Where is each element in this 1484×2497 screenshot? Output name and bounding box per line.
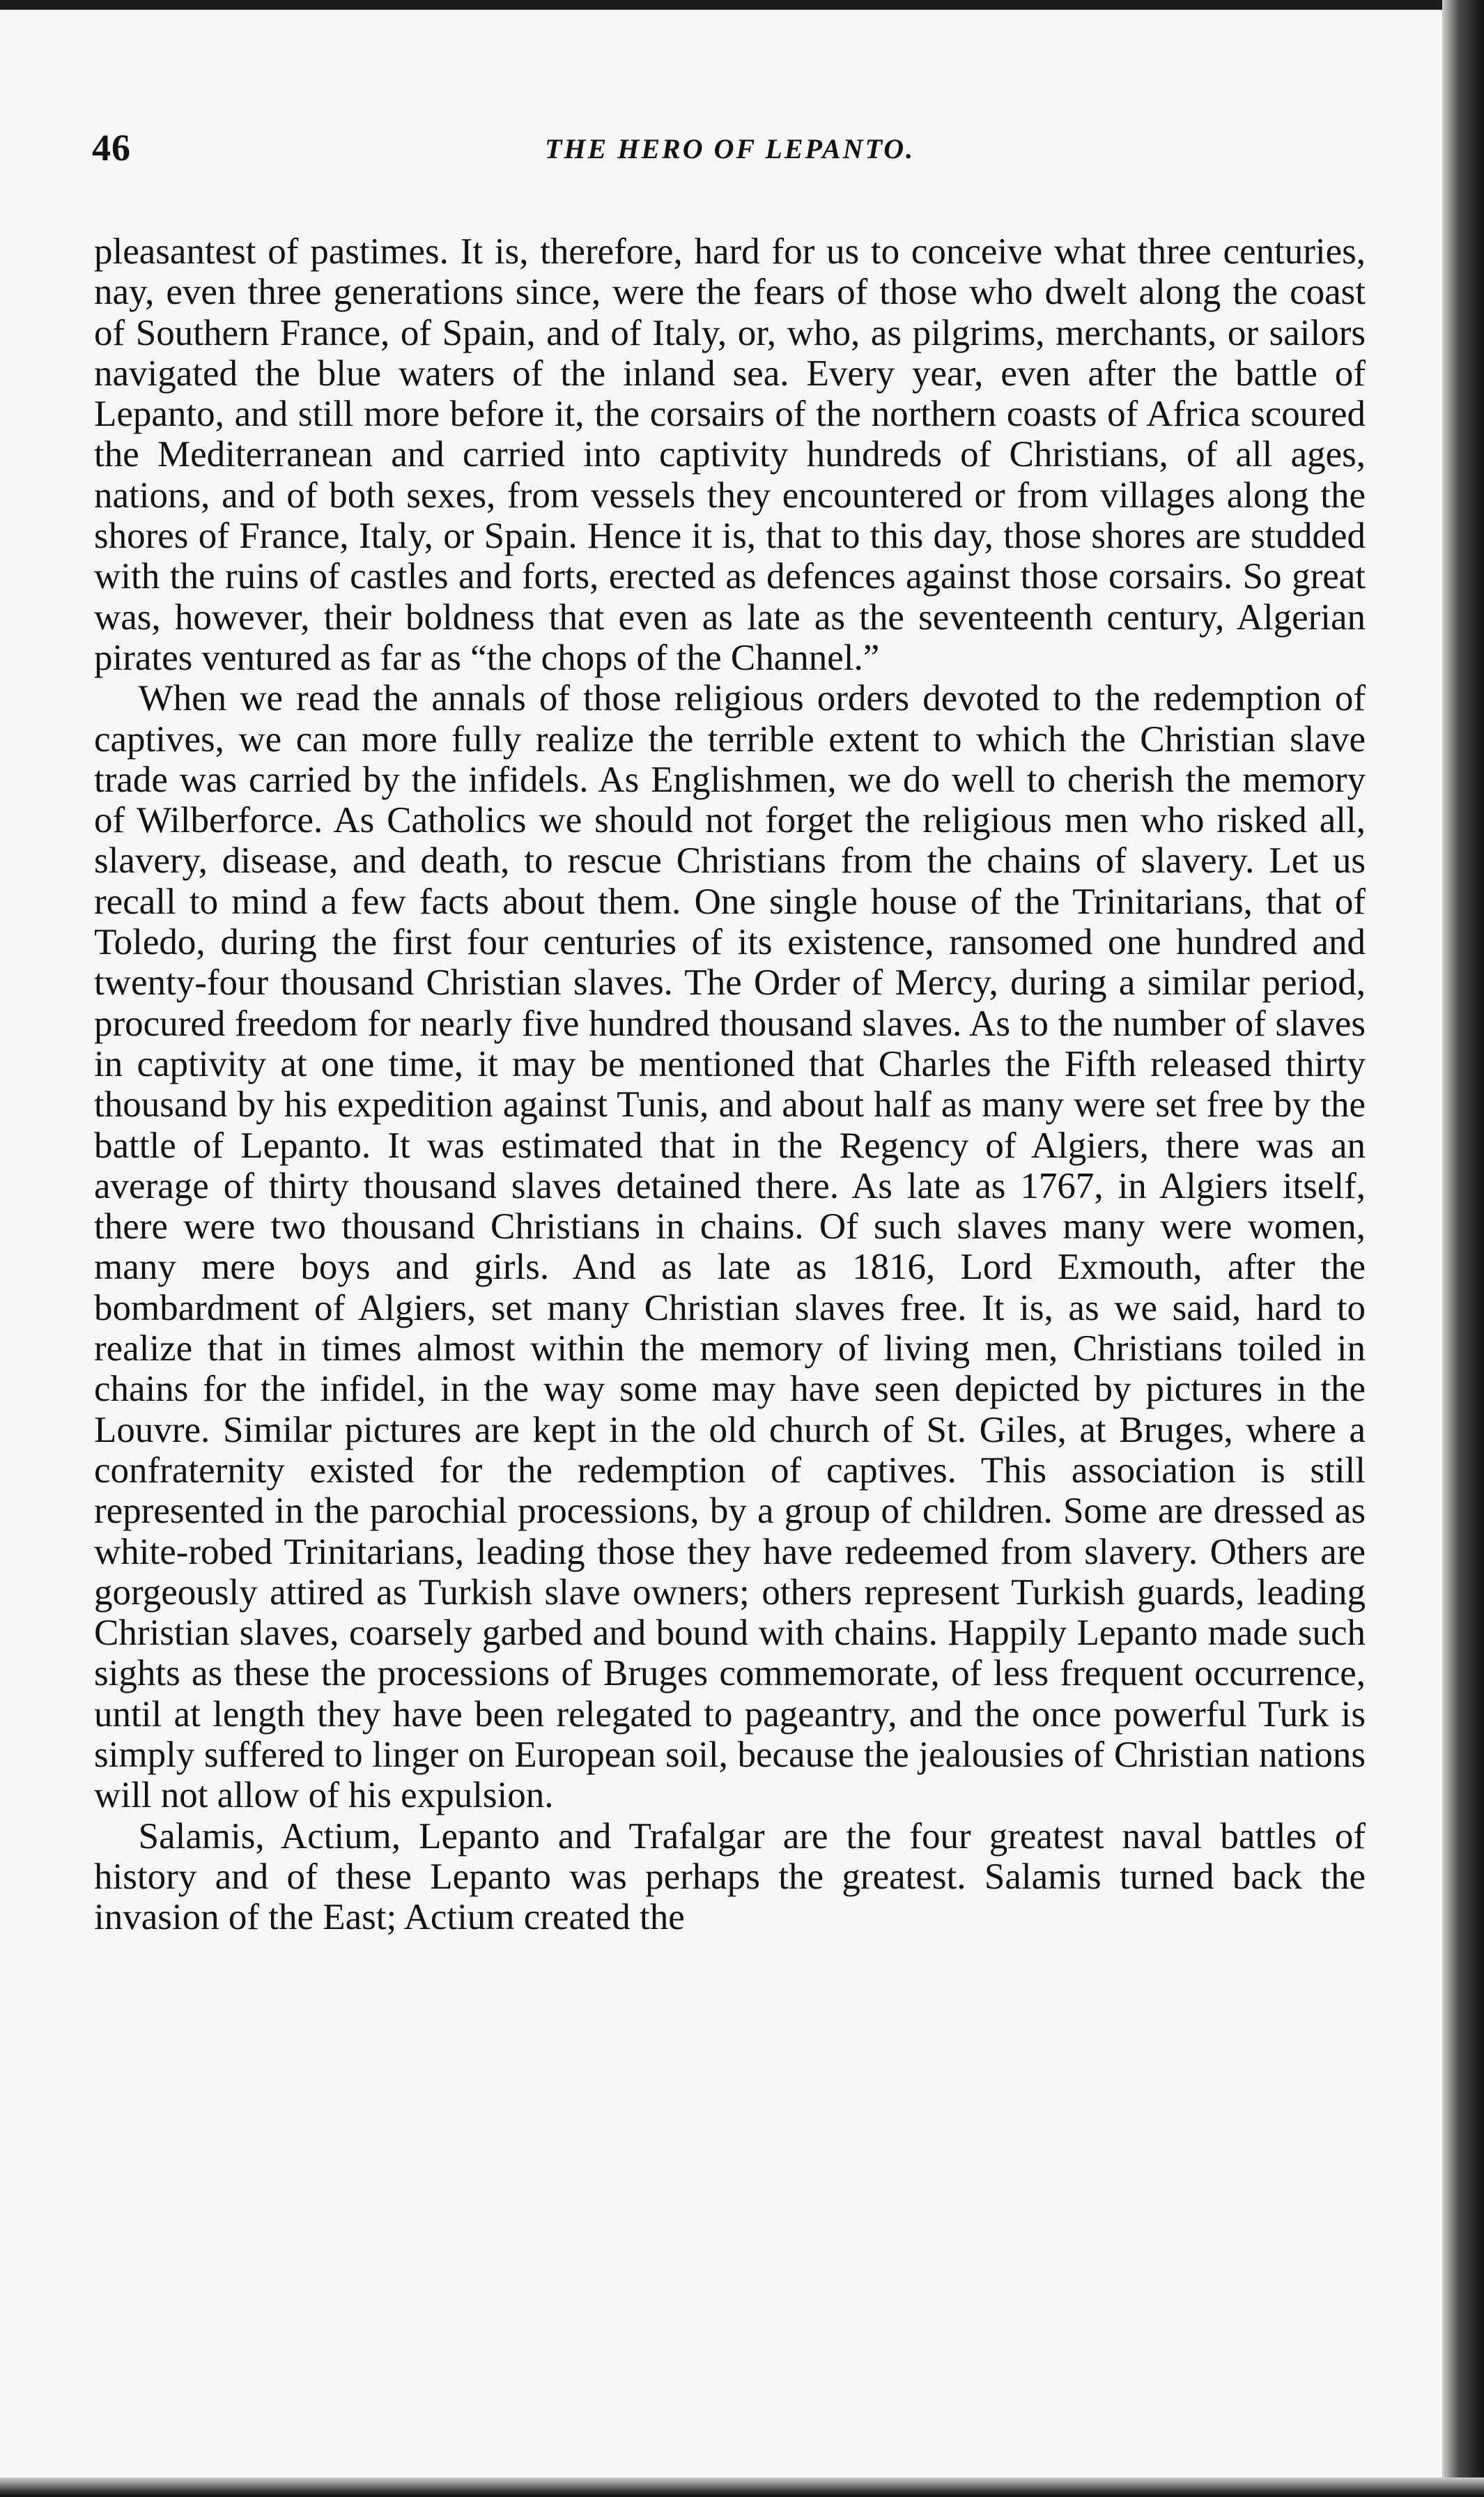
scan-edge-bottom xyxy=(0,2477,1484,2497)
body-text xyxy=(94,231,1366,1937)
running-title: THE HERO OF LEPANTO. xyxy=(545,133,915,164)
scan-edge-right xyxy=(1442,0,1484,2497)
running-head xyxy=(92,127,1367,183)
paragraph-captives: When we read the annals of those religious orders devoted to the redemption of captives, we can more fully realize the terrible extent to which the Christian slave trade was carried by the infidels. As Englishmen, we do well to cherish the memory of Wilberforce. As Catholics we should not forget the religious men who risked all, slavery, disease, and death, to rescue Christians from the chains of slavery. Let us recall to mind a few facts about them. One single house of the Trinitarians, that of Toledo, during the first four centuries of its existence, ransomed one hundred and twenty-four thousand Christian slaves. The Order of Mercy, during a similar period, procured freedom for nearly five hundred thousand slaves. As to the number of slaves in captivity at one time, it may be mentioned that Charles the Fifth released thirty thousand by his expedition against Tunis, and about half as many were set free by the battle of Lepanto. It was estimated that in the Regency of Algiers, there was an average of thirty thousand slaves detained there. As late as 1767, in Algiers itself, there were two thousand Christians in chains. Of such slaves many were women, many mere boys and girls. And as late as 1816, Lord Exmouth, after the bombardment of Algiers, set many Christian slaves free. It is, as we said, hard to realize that in times almost within the memory of living men, Christians toiled in chains for the infidel, in the way some may have seen depicted by pictures in the Louvre. Similar pictures are kept in the old church of St. Giles, at Bruges, where a confraternity existed for the redemption of captives. This association is still represented in the parochial processions, by a group of children. Some are dressed as white-robed Trinitarians, leading those they have redeemed from slavery. Others are gorgeously attired as Turkish slave owners; others represent Turkish guards, leading Christian slaves, coarsely garbed and bound with chains. Happily Lepanto made such sights as these the processions of Bruges commemorate, of less frequent occurrence, until at length they have been relegated to pageantry, and the once powerful Turk is simply suffered to linger on European soil, because the jealousies of Christian nations will not allow of his expulsion. xyxy=(94,678,1366,1816)
page-number: 46 xyxy=(92,127,131,169)
paragraph-naval-battles: Salamis, Actium, Lepanto and Trafalgar are the four greatest naval battles of history and of these Lepanto was perhaps the greatest. Salamis turned back the invasion of the East; Actium created the xyxy=(94,1815,1366,1938)
paragraph-continued: pleasantest of pastimes. It is, therefore, hard for us to conceive what three centuries, nay, even three generations since, were the fears of those who dwelt along the coast of Southern France, of Spain, and of Italy, or, who, as pilgrims, merchants, or sailors navigated the blue waters of the inland sea. Every year, even after the battle of Lepanto, and still more before it, the corsairs of the northern coasts of Africa scoured the Mediterranean and carried into captivity hundreds of Christians, of all ages, nations, and of both sexes, from vessels they encountered or from villages along the shores of France, Italy, or Spain. Hence it is, that to this day, those shores are studded with the ruins of castles and forts, erected as defences against those corsairs. So great was, however, their boldness that even as late as the seventeenth century, Algerian pirates ventured as far as “the chops of the Channel.” xyxy=(94,231,1366,678)
